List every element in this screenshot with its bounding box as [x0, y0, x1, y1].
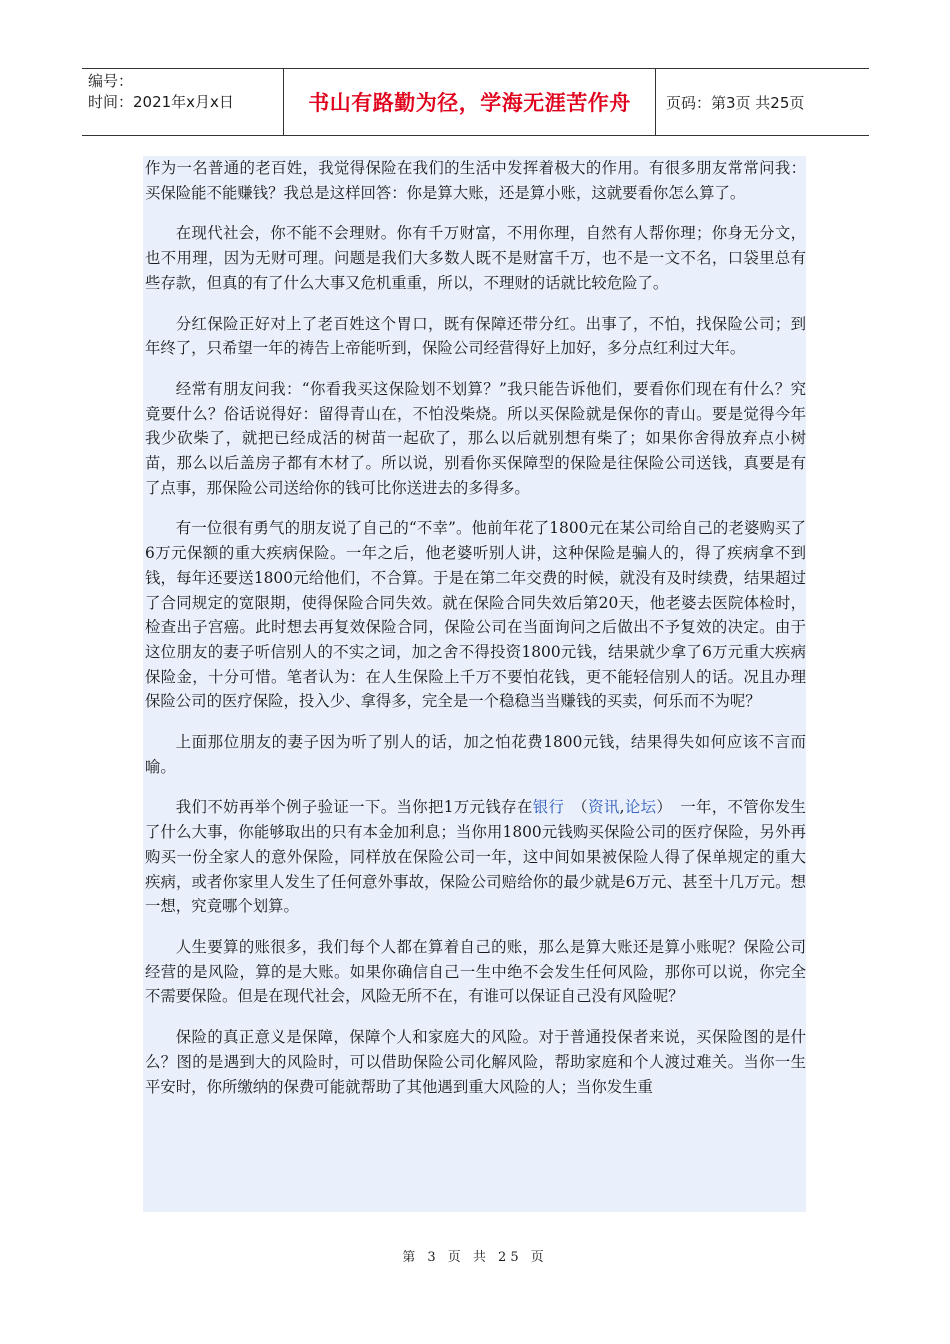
example-gap-1: （ [564, 798, 589, 817]
example-text-before: 我们不妨再举个例子验证一下。当你把1万元钱存在 [175, 798, 533, 817]
paragraph-8: 人生要算的账很多，我们每个人都在算着自己的账，那么是算大账还是算小账呢？保险公司经营的是风险，算的是大账。如果你确信自己一生中绝不会发生任何风险，那你可以说，你完全不需要保险。但是在现代社会，风险无所不在，有谁可以保证自己没有风险呢？ [145, 937, 806, 1006]
news-link[interactable]: 资讯 [588, 798, 620, 817]
header-motto: 书山有路勤为径，学海无涯苦作舟 [284, 69, 656, 135]
example-text-after: 不管你发生了什么大事，你能够取出的只有本金加利息；当你用1800元钱购买保险公司的医疗保险，另外再购买一份全家人的意外保险，同样放在保险公司一年，这中间如果被保险人得了保单规定的重大疾病，或者你家里人发生了任何意外事故，保险公司赔给你的最少就是6万元、甚至十几万元。想一想，究竟哪个划算。 [145, 798, 806, 916]
header-table [82, 68, 869, 136]
example-gap-2: ） 一年， [656, 798, 728, 817]
forum-link[interactable]: 论坛 [624, 798, 657, 817]
example-comma: , [619, 798, 625, 817]
paragraph-1: 作为一名普通的老百姓，我觉得保险在我们的生活中发挥着极大的作用。有很多朋友常常问我：买保险能不能赚钱？我总是这样回答：你是算大账，还是算小账，这就要看你怎么算了。 [145, 159, 806, 202]
paragraph-example [145, 795, 806, 919]
paragraph-2: 在现代社会，你不能不会理财。你有千万财富，不用你理，自然有人帮你理；你身无分文，也不用理，因为无财可理。问题是我们大多数人既不是财富千万，也不是一文不名，口袋里总有些存款，但真的有了什么大事又危机重重，所以，不理财的话就比较危险了。 [145, 224, 806, 292]
page-footer: 第 3 页 共 25 页 [402, 1250, 548, 1265]
header-page-label: 页码：第3页 共25页 [666, 93, 805, 112]
paragraph-3: 分红保险正好对上了老百姓这个胃口，既有保障还带分红。出事了，不怕，找保险公司；到年终了，只希望一年的祷告上帝能听到，保险公司经营得好上加好，多分点红利过大年。 [145, 314, 806, 358]
paragraph-9: 保险的真正意义是保障，保障个人和家庭大的风险。对于普通投保者来说，买保险图的是什么？图的是遇到大的风险时，可以借助保险公司化解风险，帮助家庭和个人渡过难关。当你一生平安时，你所缴纳的保费可能就帮助了其他遇到重大风险的人；当你发生重 [145, 1028, 806, 1096]
document-number-label: 编号： [88, 72, 134, 90]
header-meta-cell [82, 69, 284, 135]
article-body [143, 156, 806, 1212]
paragraph-5: 有一位很有勇气的朋友说了自己的“不幸”。他前年花了1800元在某公司给自己的老婆购买了6万元保额的重大疾病保险。一年之后，他老婆听别人讲，这种保险是骗人的，得了疾病拿不到钱，每年还要送1800元给他们，不合算。于是在第二年交费的时候，就没有及时续费，结果超过了合同规定的宽限期，使得保险合同失效。就在保险合同失效后第20天，他老婆去医院体检时，检查出子宫癌。此时想去再复效保险合同，保险公司在当面询问之后做出不予复效的决定。由于这位朋友的妻子听信别人的不实之词，加之舍不得投资1800元钱，结果就少拿了6万元重大疾病保险金，十分可惜。笔者认为：在人生保险上千万不要怕花钱，更不能轻信别人的话。况且办理保险公司的医疗保险，投入少、拿得多，完全是一个稳稳当当赚钱的买卖，何乐而不为呢？ [145, 519, 806, 711]
bank-link[interactable]: 银行 [532, 798, 565, 817]
document-date-label: 时间：2021年x月x日 [88, 93, 234, 111]
paragraph-4: 经常有朋友问我：“你看我买这保险划不划算？”我只能告诉他们，要看你们现在有什么？究竟要什么？俗话说得好：留得青山在，不怕没柴烧。所以买保险就是保你的青山。要是觉得今年我少砍柴了，就把已经成活的树苗一起砍了，那么以后就别想有柴了；如果你舍得放弃点小树苗，那么以后盖房子都有木材了。所以说，别看你买保障型的保险是往保险公司送钱，真要是有了点事，那保险公司送给你的钱可比你送进去的多得多。 [145, 379, 806, 497]
paragraph-6: 上面那位朋友的妻子因为听了别人的话，加之怕花费1800元钱，结果得失如何应该不言而喻。 [145, 733, 806, 776]
